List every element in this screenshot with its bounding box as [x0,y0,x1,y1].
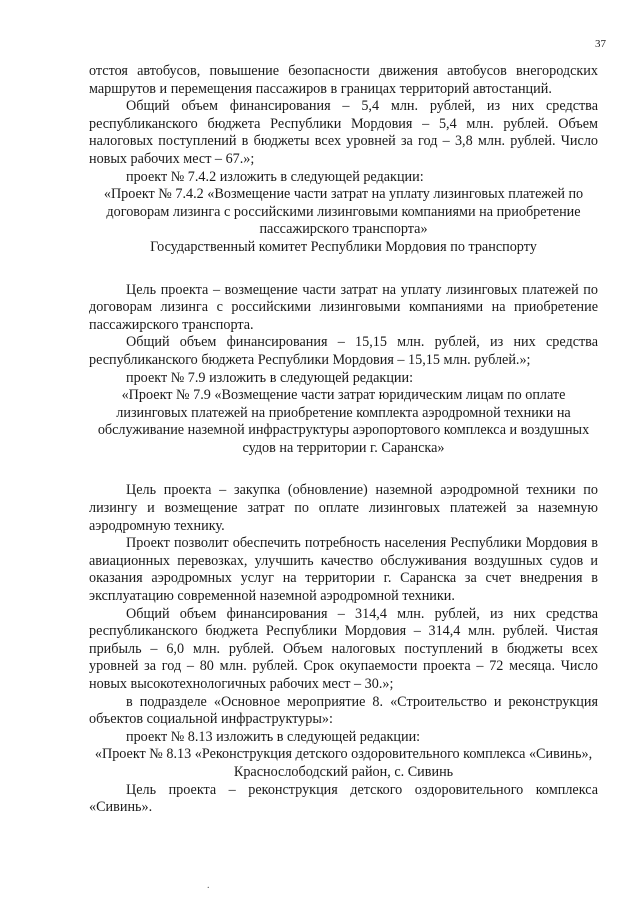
scan-mark: . [207,880,210,891]
paragraph: Общий объем финансирования – 5,4 млн. рублей, из них средства республиканского бюджета Республики Мордовия – 5,4 млн. рублей. Объем налоговых поступлений в бюджеты всех уровней за год – 3,8 млн. рублей. Число новых рабочих мест – 67.»; [89,98,598,167]
project-title: «Проект № 7.4.2 «Возмещение части затрат на уплату лизинговых платежей по договорам лизинга с российскими лизинговыми компаниями на приобретение пассажирского транспорта» [103,186,584,238]
responsible-agency: Государственный комитет Республики Мордовия по транспорту [150,238,537,255]
project-title: «Проект № 8.13 «Реконструкция детского оздоровительного комплекса «Сивинь», Краснослободский район, с. Сивинь [94,746,593,780]
paragraph: Общий объем финансирования – 15,15 млн. рублей, из них средства республиканского бюджета Республики Мордовия – 15,15 млн. рублей.»; [89,334,598,368]
paragraph: Цель проекта – реконструкция детского оздоровительного комплекса «Сивинь». [89,781,598,816]
paragraph: Общий объем финансирования – 314,4 млн. рублей, из них средства республиканского бюджета Республики Мордовия – 314,4 млн. рублей. Чистая прибыль – 6,0 млн. рублей. Объем налоговых поступлений в бюджеты всех уровней за год – 80 млн. рублей. Срок окупаемости проекта – 72 месяца. Число новых высокотехнологичных рабочих мест – 30.»; [89,605,598,692]
paragraph: отстоя автобусов, повышение безопасности движения автобусов внегородских маршрутов и перемещения пассажиров в границах территорий автостанций. [89,63,598,97]
paragraph: Цель проекта – закупка (обновление) наземной аэродромной техники по лизингу и возмещение затрат по оплате лизинговых платежей за наземную аэродромную технику. [89,482,598,534]
page-number: 37 [595,38,606,50]
paragraph: проект № 8.13 изложить в следующей редакции: [126,728,421,745]
paragraph: проект № 7.9 изложить в следующей редакции: [126,369,414,386]
paragraph: Цель проекта – возмещение части затрат на уплату лизинговых платежей по договорам лизинга с российскими лизинговыми компаниями на приобретение пассажирского транспорта. [89,281,598,333]
paragraph: Проект позволит обеспечить потребность населения Республики Мордовия в авиационных перевозках, улучшить качество обслуживания воздушных судов и оказания аэродромных услуг на территории г. Саранска за счет внедрения в эксплуатацию современной наземной аэродромной техники. [89,535,598,605]
project-title: «Проект № 7.9 «Возмещение части затрат юридическим лицам по оплате лизинговых платежей на приобретение комплекта аэродромной техники на обслуживание наземной инфраструктуры аэропортового комплекса и воздушных судов на территории г. Саранска» [97,387,590,456]
paragraph: в подразделе «Основное мероприятие 8. «Строительство и реконструкция объектов социальной инфраструктуры»: [89,693,598,728]
document-body [89,63,598,817]
paragraph: проект № 7.4.2 изложить в следующей редакции: [126,168,424,185]
